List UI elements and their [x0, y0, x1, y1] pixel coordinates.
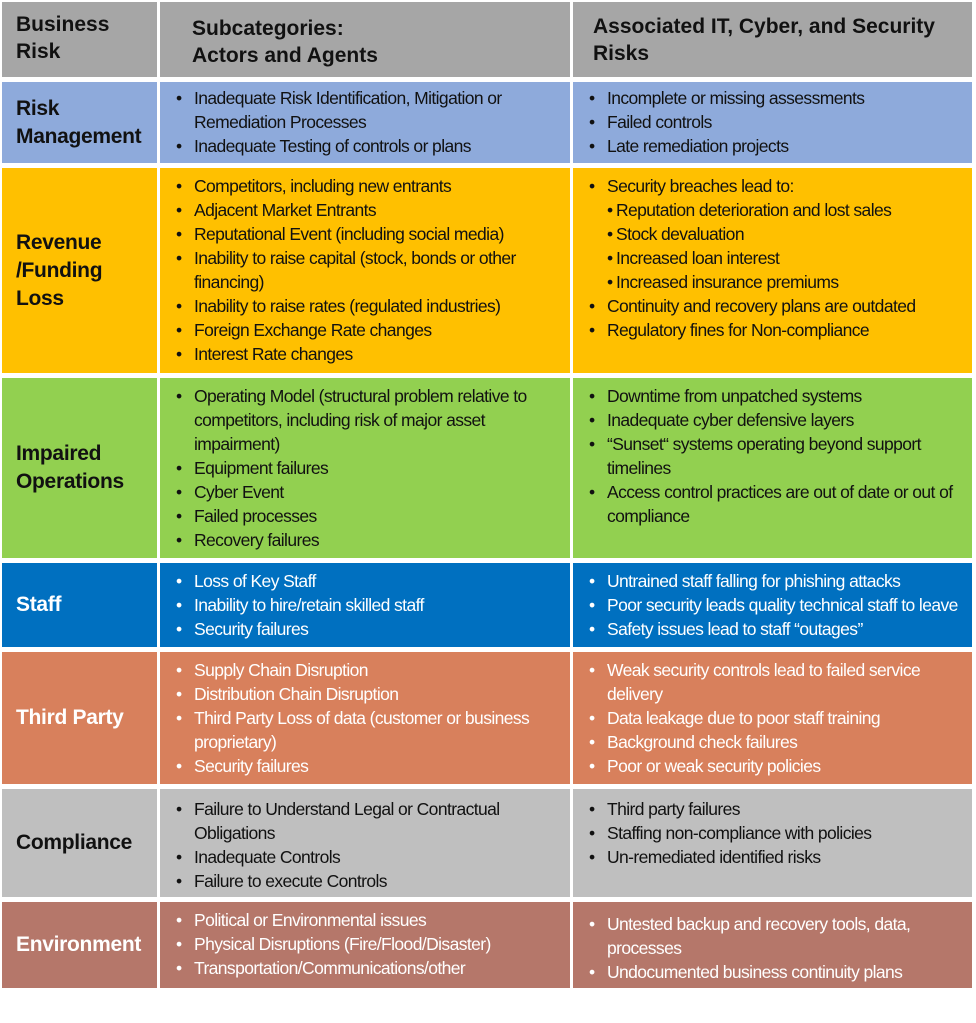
subcategories-list — [174, 174, 570, 366]
subcategories-cell — [160, 789, 570, 897]
list-item: • Cyber Event — [174, 480, 570, 504]
list-item: • Third party failures — [587, 797, 972, 821]
header-associated-risks — [573, 2, 972, 77]
it-risks-cell — [573, 652, 972, 784]
category-label: Third Party — [16, 706, 124, 729]
list-item: • Inadequate Risk Identification, Mitigation or Remediation Processes — [174, 86, 570, 134]
list-item: • Incomplete or missing assessments — [587, 86, 972, 110]
list-item: • Inability to raise capital (stock, bonds or other financing) — [174, 246, 570, 294]
subcategories-cell — [160, 902, 570, 988]
category-label: Operations — [16, 470, 124, 493]
list-item: • Inability to hire/retain skilled staff — [174, 593, 570, 617]
list-item: • Inadequate Testing of controls or plans — [174, 134, 570, 158]
table-row-staff — [2, 563, 972, 647]
category-label: Risk — [16, 96, 60, 120]
table-row-compliance — [2, 789, 972, 897]
list-item: • Failed processes — [174, 504, 570, 528]
category-cell — [2, 378, 157, 558]
it-risks-list — [587, 912, 972, 984]
it-risks-list — [587, 384, 972, 528]
list-item: • Safety issues lead to staff “outages” — [587, 617, 972, 641]
list-item: • Downtime from unpatched systems — [587, 384, 972, 408]
header-subcategories-line1: Subcategories: — [192, 17, 344, 40]
category-label: Staff — [16, 593, 62, 616]
list-item: • Inadequate Controls — [174, 845, 570, 869]
list-item: • Third Party Loss of data (customer or business proprietary) — [174, 706, 570, 754]
list-item: • Continuity and recovery plans are outdated — [587, 294, 972, 318]
sub-list-item: • Stock devaluation — [587, 222, 972, 246]
subcategories-cell — [160, 563, 570, 647]
it-risks-list — [587, 658, 972, 778]
table-row-third-party — [2, 652, 972, 784]
subcategories-list — [174, 86, 570, 158]
category-cell — [2, 563, 157, 647]
list-item: • Access control practices are out of date or out of compliance — [587, 480, 972, 528]
it-risks-list — [587, 569, 972, 641]
subcategories-cell — [160, 168, 570, 373]
list-item: • Recovery failures — [174, 528, 570, 552]
it-risks-list — [587, 174, 972, 342]
it-risks-cell — [573, 789, 972, 897]
list-item: • Security breaches lead to: — [587, 174, 972, 198]
list-item: • Regulatory fines for Non-compliance — [587, 318, 972, 342]
list-item: • Interest Rate changes — [174, 342, 570, 366]
header-subcategories — [160, 2, 570, 77]
header-associated-risks-text: Associated IT, Cyber, and Security Risks — [593, 14, 935, 65]
list-item: • Late remediation projects — [587, 134, 972, 158]
category-cell — [2, 789, 157, 897]
list-item: • Poor security leads quality technical staff to leave — [587, 593, 972, 617]
list-item: • Failed controls — [587, 110, 972, 134]
it-risks-cell — [573, 378, 972, 558]
table-row-revenue-funding-loss — [2, 168, 972, 373]
it-risks-cell — [573, 563, 972, 647]
list-item: • Distribution Chain Disruption — [174, 682, 570, 706]
list-item: • Competitors, including new entrants — [174, 174, 570, 198]
subcategories-cell — [160, 82, 570, 163]
list-item: • Reputational Event (including social media) — [174, 222, 570, 246]
sub-list-item: • Increased loan interest — [587, 246, 972, 270]
header-row — [2, 2, 972, 77]
table-row-risk-management — [2, 82, 972, 163]
subcategories-list — [174, 908, 570, 980]
list-item: • Adjacent Market Entrants — [174, 198, 570, 222]
subcategories-cell — [160, 378, 570, 558]
table-row-impaired-operations — [2, 378, 972, 558]
list-item: • Poor or weak security policies — [587, 754, 972, 778]
header-business-risk — [2, 2, 157, 77]
category-label: Management — [16, 124, 142, 148]
list-item: • Loss of Key Staff — [174, 569, 570, 593]
header-business-risk-line2: Risk — [16, 40, 61, 63]
list-item: • Security failures — [174, 617, 570, 641]
subcategories-list — [174, 797, 570, 893]
header-subcategories-line2: Actors and Agents — [192, 44, 378, 67]
list-item: • Security failures — [174, 754, 570, 778]
list-item: • Inability to raise rates (regulated industries) — [174, 294, 570, 318]
list-item: • Equipment failures — [174, 456, 570, 480]
list-item: • Undocumented business continuity plans — [587, 960, 972, 984]
list-item: • Failure to Understand Legal or Contractual Obligations — [174, 797, 570, 845]
category-label: /Funding — [16, 258, 103, 282]
it-risks-cell — [573, 902, 972, 988]
subcategories-cell — [160, 652, 570, 784]
subcategories-list — [174, 384, 570, 552]
subcategories-list — [174, 658, 570, 778]
category-cell — [2, 652, 157, 784]
category-label: Loss — [16, 286, 64, 310]
list-item: • Weak security controls lead to failed service delivery — [587, 658, 972, 706]
list-item: • Untrained staff falling for phishing attacks — [587, 569, 972, 593]
list-item: • Untested backup and recovery tools, data, processes — [587, 912, 972, 960]
category-label: Revenue — [16, 230, 102, 254]
it-risks-list — [587, 86, 972, 158]
list-item: • Failure to execute Controls — [174, 869, 570, 893]
list-item: • Transportation/Communications/other — [174, 956, 570, 980]
header-business-risk-line1: Business — [16, 13, 110, 36]
category-cell — [2, 168, 157, 373]
list-item: • Political or Environmental issues — [174, 908, 570, 932]
list-item: • Physical Disruptions (Fire/Flood/Disaster) — [174, 932, 570, 956]
category-label: Impaired — [16, 442, 102, 465]
it-risks-cell — [573, 82, 972, 163]
category-label: Environment — [16, 933, 142, 956]
list-item: • Inadequate cyber defensive layers — [587, 408, 972, 432]
category-cell — [2, 902, 157, 988]
business-risk-table — [2, 2, 972, 993]
table-row-environment — [2, 902, 972, 988]
list-item: • Un-remediated identified risks — [587, 845, 972, 869]
list-item: • Data leakage due to poor staff training — [587, 706, 972, 730]
sub-list-item: • Reputation deterioration and lost sales — [587, 198, 972, 222]
list-item: • “Sunset“ systems operating beyond support timelines — [587, 432, 972, 480]
list-item: • Foreign Exchange Rate changes — [174, 318, 570, 342]
subcategories-list — [174, 569, 570, 641]
list-item: • Staffing non-compliance with policies — [587, 821, 972, 845]
it-risks-list — [587, 797, 972, 869]
category-cell — [2, 82, 157, 163]
list-item: • Background check failures — [587, 730, 972, 754]
it-risks-cell — [573, 168, 972, 373]
sub-list-item: • Increased insurance premiums — [587, 270, 972, 294]
list-item: • Operating Model (structural problem relative to competitors, including risk of major asset impairment) — [174, 384, 570, 456]
list-item: • Supply Chain Disruption — [174, 658, 570, 682]
category-label: Compliance — [16, 831, 133, 854]
